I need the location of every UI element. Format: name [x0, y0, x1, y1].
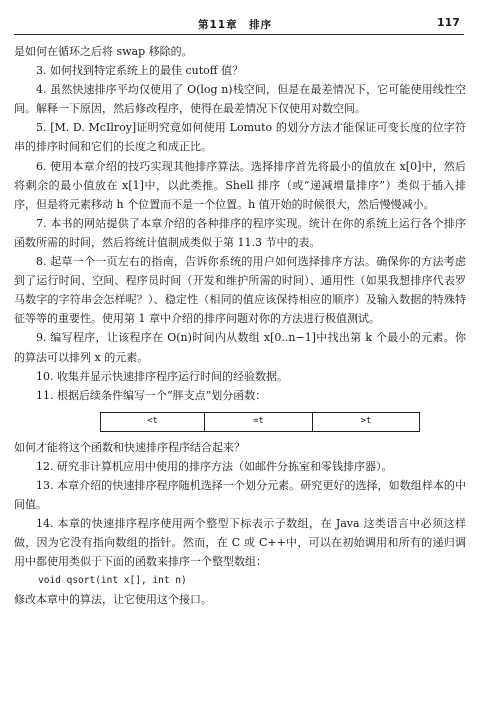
pivot-cell-greater: >t — [360, 416, 372, 427]
exercise-11-question: 如何才能将这个函数和快速排序程序结合起来？ — [14, 440, 245, 454]
pivot-cell-equal: =t — [205, 413, 313, 431]
exercise-5: 5. [M. D. McIlroy]证明究竟如何使用 Lomuto 的划分方法才能保证可变长度的位字符串的排序时间和它们的长度之和成正比。 — [14, 121, 466, 154]
exercise-8: 8. 起草一个一页左右的指南，告诉你系统的用户如何选择排序方法。确保你的方法考虑到了运行时间、空间、程序员时间（开发和维护所需的时间）、通用性（如果我想排序代表罗马数字的字符串会怎样呢？）、稳定性（相同的值应该保持相应的顺序）及输入数据的特殊特征等等的重要性。使用第 1 章中介绍的排序问题对你的方法进行极值测试。 — [14, 255, 466, 326]
exercise-14: 14. 本章的快速排序程序使用两个整型下标表示子数组，在 Java 这类语言中必须这样做，因为它没有指向数组的指针。然而，在 C 或 C++中，可以在初始调用和所有的递归调用中都使用类似于下面的函数来排序一个整型数组： — [14, 517, 466, 569]
exercise-3: 3. 如何找到特定系统上的最佳 cutoff 值？ — [36, 64, 244, 78]
exercise-9: 9. 编写程序，让该程序在 O(n)时间内从数组 x[0..n−1]中找出第 k 个最小的元素。你的算法可以排列 x 的元素。 — [14, 331, 466, 364]
exercise-14-instruction: 修改本章中的算法，让它使用这个接口。 — [14, 593, 212, 607]
exercise-6: 6. 使用本章介绍的技巧实现其他排序算法。选择排序首先将最小的值放在 x[0]中，然后将剩余的最小值放在 x[1]中，以此类推。Shell 排序（或“递减增量排序”）类似于插入排序，但是将元素移动 h 个位置而不是一个位置。h 值开始的时候很大，然后慢慢减小。 — [14, 159, 466, 211]
paragraph-continuation: 是如何在循环之后将 swap 移除的。 — [14, 45, 193, 58]
exercise-12: 12. 研究非计算机应用中使用的排序方法（如邮件分拣室和零钱排序器）。 — [36, 459, 393, 473]
exercise-7: 7. 本书的网站提供了本章介绍的各种排序的程序实现。统计在你的系统上运行各个排序函数所需的时间，然后将统计值制成类似于第 11.3 节中的表。 — [14, 216, 466, 249]
header-rule — [14, 34, 464, 35]
code-signature: void qsort(int x[], int n) — [38, 575, 187, 587]
exercise-11: 11. 根据后续条件编写一个“胖支点”划分函数： — [36, 388, 267, 402]
exercise-13: 13. 本章介绍的快速排序程序随机选择一个划分元素。研究更好的选择，如数组样本的中间值。 — [14, 478, 466, 512]
pivot-cell-less: <t — [101, 413, 205, 431]
running-header — [0, 15, 477, 33]
exercise-10: 10. 收集并显示快速排序程序运行时间的经验数据。 — [36, 369, 288, 383]
chapter-title: 第11章 排序 — [198, 19, 273, 31]
fat-pivot-diagram — [100, 412, 420, 432]
page-body — [14, 42, 466, 610]
page-number: 117 — [437, 16, 460, 29]
exercise-4: 4. 虽然快速排序平均仅使用了 O(log n)栈空间，但是在最差情况下，它可能使用线性空间。解释一下原因，然后修改程序，使得在最差情况下仅使用对数空间。 — [14, 83, 466, 116]
